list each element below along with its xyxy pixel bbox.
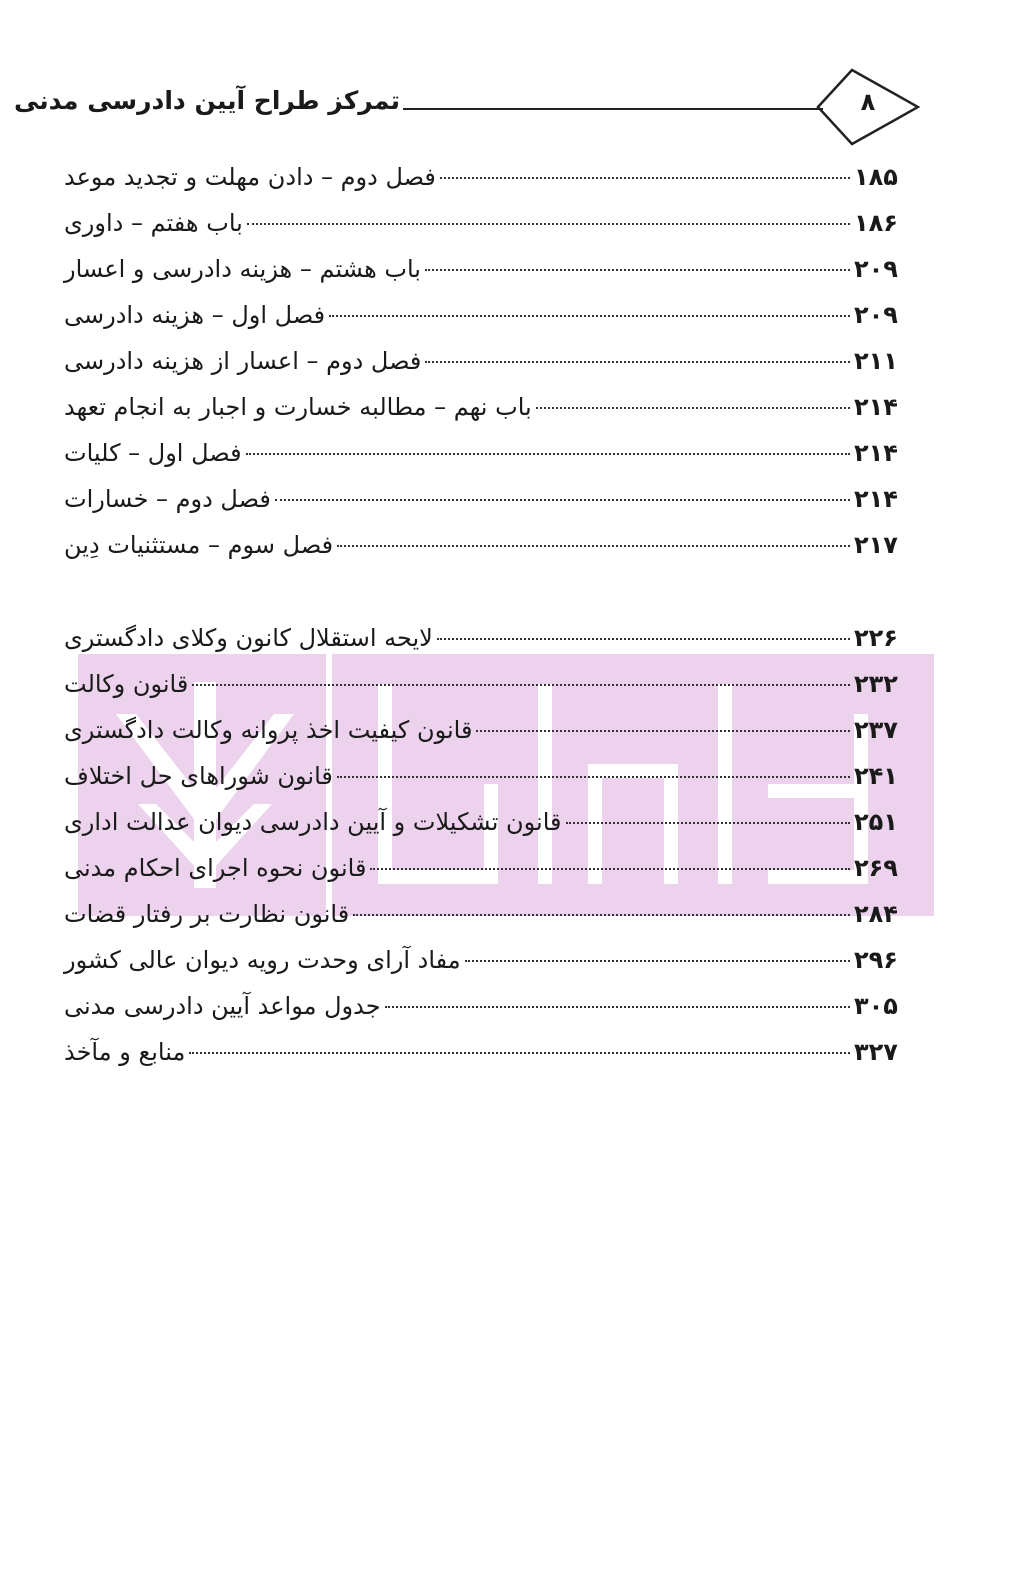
header-rule <box>403 108 823 110</box>
toc-entry-title: منابع و مآخذ <box>64 1038 186 1066</box>
toc-entry-page: ۳۰۵ <box>854 992 898 1020</box>
toc-entry-page: ۲۱۴ <box>854 393 898 421</box>
dot-leader <box>437 638 850 640</box>
toc-entry-page: ۲۰۹ <box>854 301 898 329</box>
toc-entry-page: ۲۸۴ <box>854 900 898 928</box>
toc-row <box>60 670 908 716</box>
page-number: ۸ <box>860 88 876 116</box>
toc-entry-page: ۲۱۷ <box>854 531 898 559</box>
toc-entry-title: قانون تشکیلات و آیین دادرسی دیوان عدالت اداری <box>64 808 562 836</box>
toc-section-1 <box>60 163 908 577</box>
dot-leader <box>440 177 850 179</box>
page-header <box>13 68 920 146</box>
toc-row <box>60 301 908 347</box>
toc-entry-title: جدول مواعد آیین دادرسی مدنی <box>64 992 381 1020</box>
dot-leader <box>353 914 850 916</box>
toc-entry-title: قانون کیفیت اخذ پروانه وکالت دادگستری <box>64 716 473 744</box>
toc-entry-page: ۱۸۵ <box>854 163 898 191</box>
dot-leader <box>476 730 850 732</box>
toc-row <box>60 393 908 439</box>
dot-leader <box>246 453 850 455</box>
dot-leader <box>370 868 850 870</box>
toc-entry-page: ۲۱۴ <box>854 485 898 513</box>
toc-row <box>60 854 908 900</box>
toc-entry-title: فصل سوم – مستثنیات دِین <box>64 531 334 559</box>
dot-leader <box>192 684 850 686</box>
toc-entry-page: ۲۱۴ <box>854 439 898 467</box>
toc-entry-title: فصل اول – کلیات <box>64 439 242 467</box>
toc-entry-title: فصل دوم – دادن مهلت و تجدید موعد <box>64 163 436 191</box>
dot-leader <box>189 1052 850 1054</box>
toc-entry-title: فصل دوم – اعسار از هزینه دادرسی <box>64 347 422 375</box>
toc-row <box>60 716 908 762</box>
toc-row <box>60 992 908 1038</box>
book-title: تمرکز طراح آیین دادرسی مدنی <box>13 86 400 115</box>
toc-entry-title: باب نهم – مطالبه خسارت و اجبار به انجام تعهد <box>64 393 532 421</box>
toc-entry-page: ۲۶۹ <box>854 854 898 882</box>
toc-entry-page: ۲۰۹ <box>854 255 898 283</box>
toc-entry-title: قانون شوراهای حل اختلاف <box>64 762 333 790</box>
toc-row <box>60 209 908 255</box>
toc-entry-title: باب هشتم – هزینه دادرسی و اعسار <box>64 255 421 283</box>
dot-leader <box>329 315 850 317</box>
toc-entry-page: ۲۹۶ <box>854 946 898 974</box>
toc-entry-page: ۲۴۱ <box>854 762 898 790</box>
dot-leader <box>425 361 850 363</box>
dot-leader <box>337 545 850 547</box>
dot-leader <box>247 223 850 225</box>
toc-entry-title: فصل اول – هزینه دادرسی <box>64 301 326 329</box>
toc-row <box>60 439 908 485</box>
toc-entry-title: قانون نظارت بر رفتار قضات <box>64 900 350 928</box>
toc-entry-title: قانون وکالت <box>64 670 189 698</box>
toc-row <box>60 163 908 209</box>
dot-leader <box>465 960 850 962</box>
dot-leader <box>337 776 850 778</box>
dot-leader <box>425 269 850 271</box>
toc-entry-title: لایحه استقلال کانون وکلای دادگستری <box>64 624 433 652</box>
toc-entry-page: ۳۲۷ <box>854 1038 898 1066</box>
dot-leader <box>536 407 850 409</box>
toc-row <box>60 347 908 393</box>
toc-row <box>60 624 908 670</box>
toc-entry-page: ۲۳۷ <box>854 716 898 744</box>
toc-row <box>60 762 908 808</box>
toc-section-2 <box>60 624 908 1084</box>
dot-leader <box>566 822 850 824</box>
toc-entry-page: ۲۳۲ <box>854 670 898 698</box>
toc-entry-page: ۲۲۶ <box>854 624 898 652</box>
toc-entry-page: ۱۸۶ <box>854 209 898 237</box>
toc-row <box>60 1038 908 1084</box>
toc-entry-title: باب هفتم – داوری <box>64 209 243 237</box>
dot-leader <box>275 499 850 501</box>
toc-row <box>60 946 908 992</box>
toc-entry-title: فصل دوم – خسارات <box>64 485 271 513</box>
toc-entry-title: مفاد آرای وحدت رویه دیوان عالی کشور <box>64 946 461 974</box>
toc-row <box>60 900 908 946</box>
toc-entry-page: ۲۱۱ <box>854 347 898 375</box>
toc-row <box>60 531 908 577</box>
dot-leader <box>385 1006 850 1008</box>
toc-row <box>60 808 908 854</box>
toc-entry-title: قانون نحوه اجرای احکام مدنی <box>64 854 367 882</box>
toc-row <box>60 255 908 301</box>
toc-row <box>60 485 908 531</box>
toc-entry-page: ۲۵۱ <box>854 808 898 836</box>
